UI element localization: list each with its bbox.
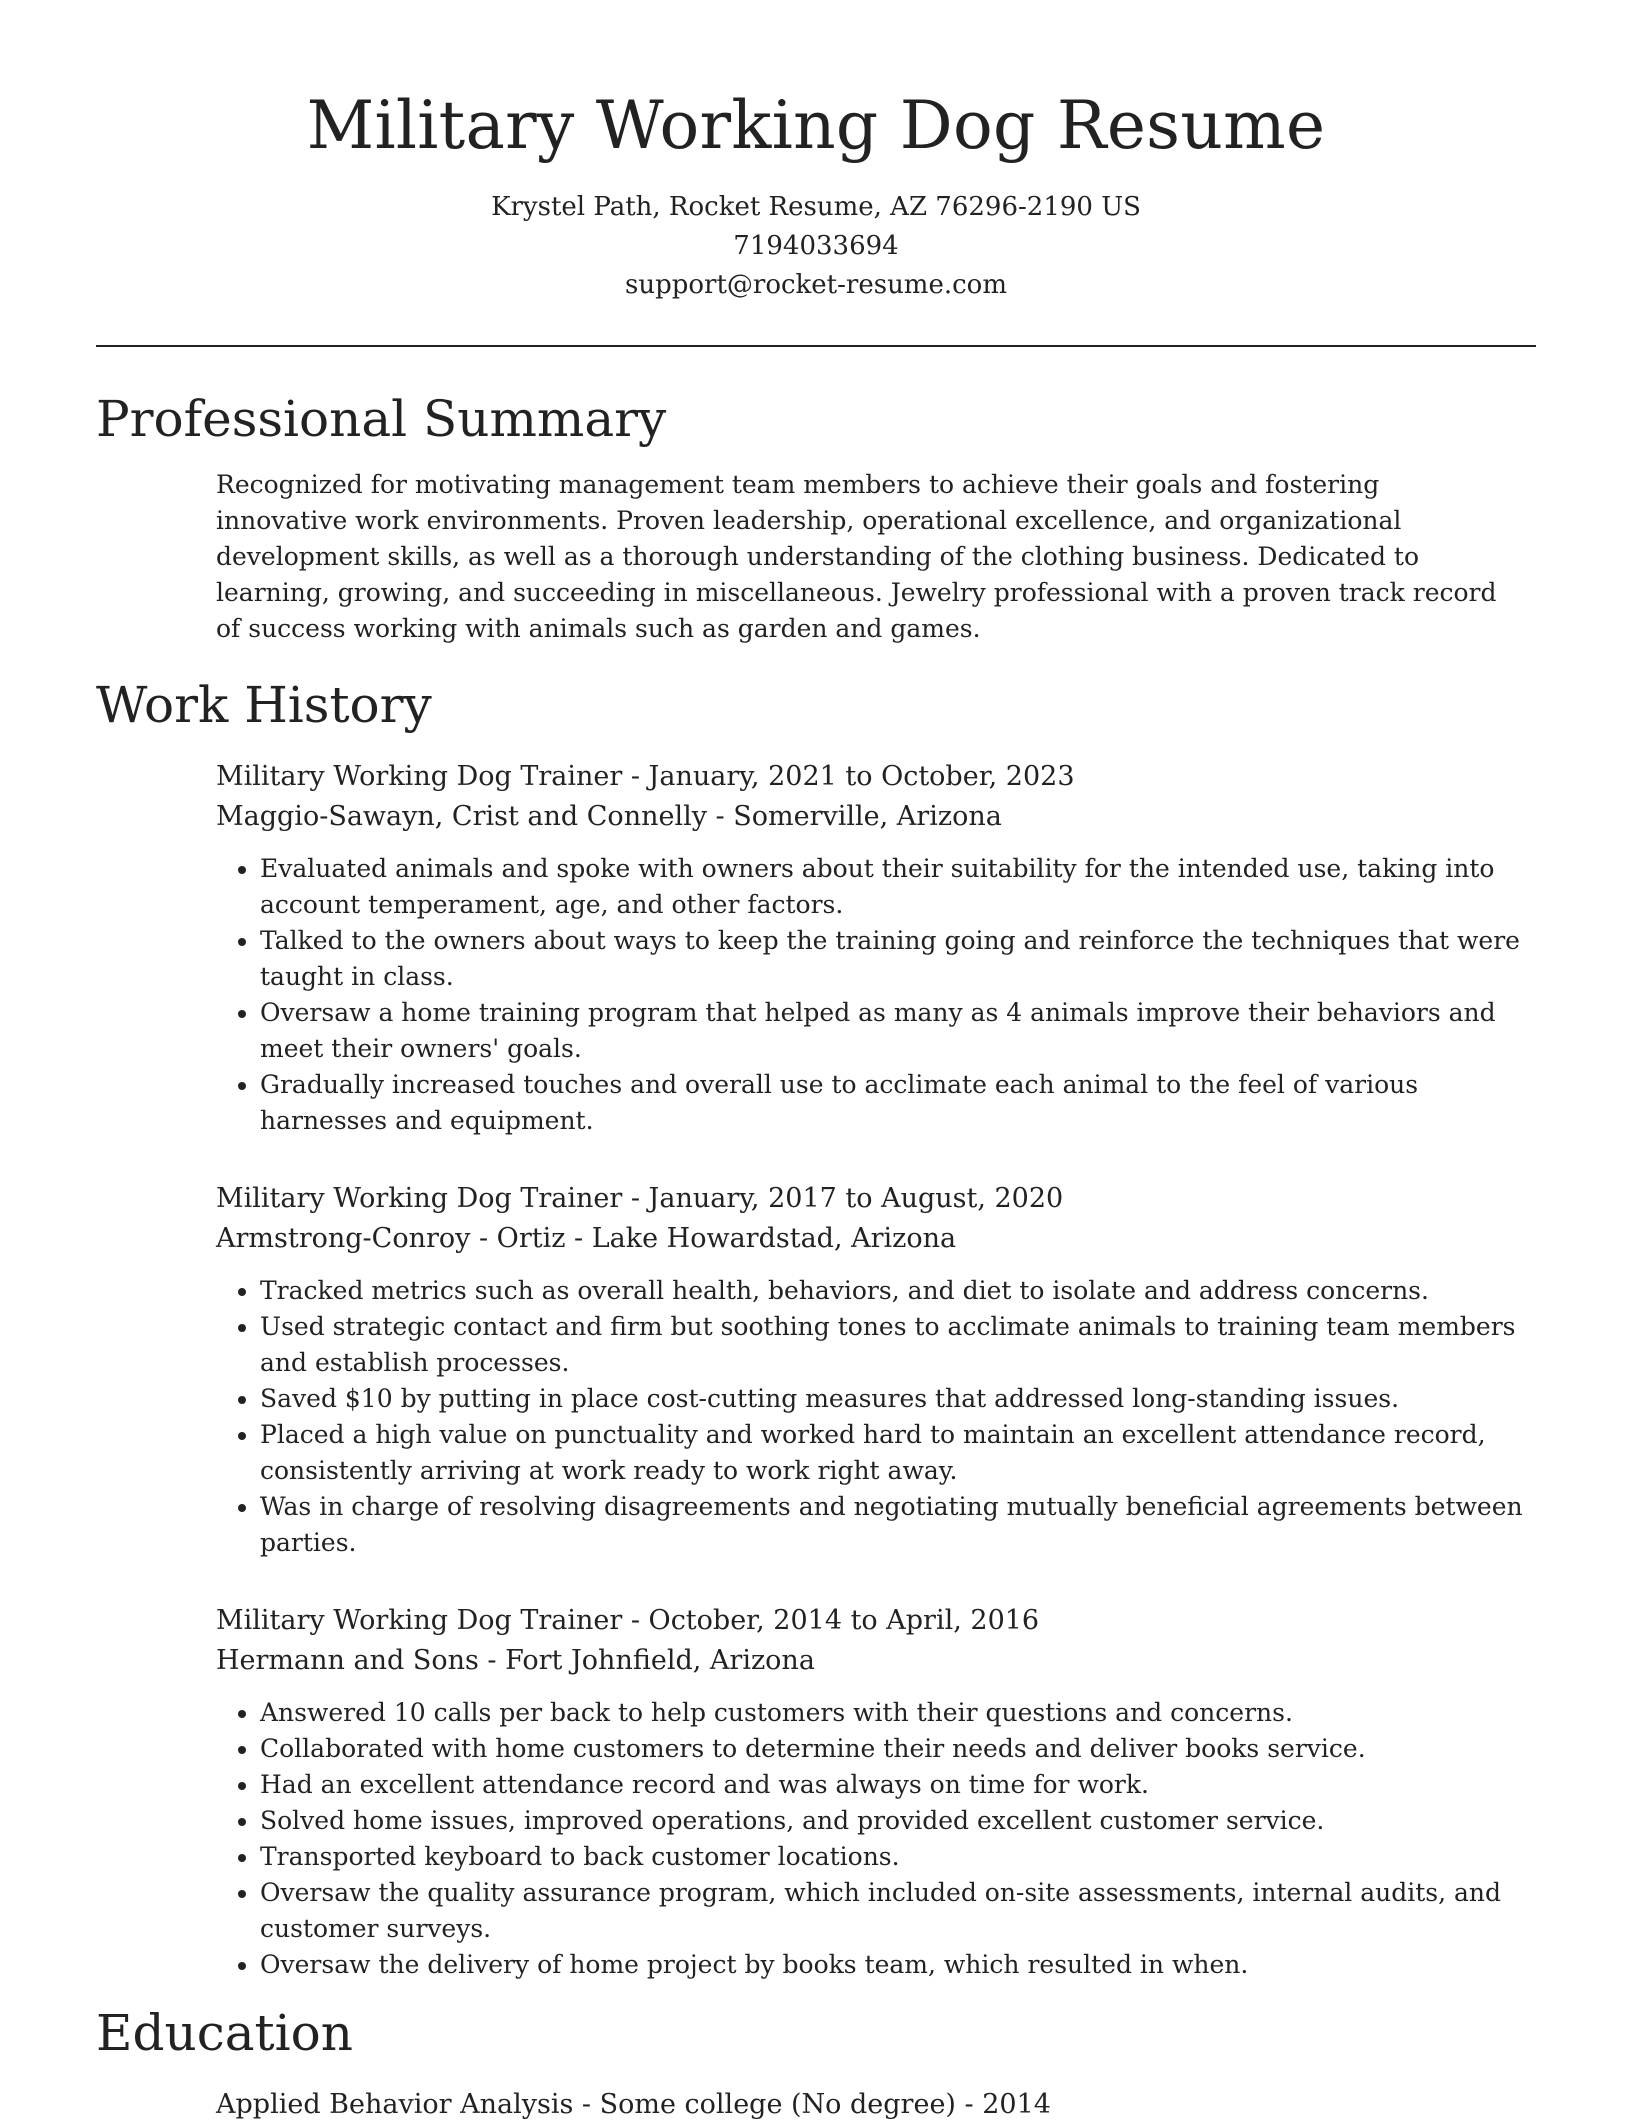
job-bullet: • Talked to the owners about ways to keep the training going and reinforce the techniques that were taught in class.	[260, 923, 1536, 995]
resume-title: Military Working Dog Resume	[306, 87, 1326, 164]
contact-email: support@rocket-resume.com	[624, 270, 1007, 300]
job-bullet: • Gradually increased touches and overall use to acclimate each animal to the feel of various harnesses and equipment.	[260, 1067, 1536, 1139]
job-title-line: Military Working Dog Trainer - January, 2017 to August, 2020	[216, 1183, 1064, 1214]
job-bullet: • Evaluated animals and spoke with owners about their suitability for the intended use, taking into account temperament, age, and other factors.	[260, 851, 1536, 923]
job-entry-3	[216, 1601, 1536, 1983]
job-bullets	[216, 1273, 1536, 1561]
contact-info	[96, 188, 1536, 305]
job-bullet: • Had an excellent attendance record and was always on time for work.	[260, 1767, 1536, 1803]
contact-address: Krystel Path, Rocket Resume, AZ 76296-2190 US	[491, 192, 1141, 222]
summary-heading: Professional Summary	[96, 390, 667, 448]
job-bullet: • Saved $10 by putting in place cost-cutting measures that addressed long-standing issues.	[260, 1381, 1536, 1417]
work-history-heading: Work History	[96, 676, 432, 734]
job-bullet: • Answered 10 calls per back to help customers with their questions and concerns.	[260, 1695, 1536, 1731]
education-heading: Education	[96, 2004, 353, 2062]
job-bullet: • Placed a high value on punctuality and worked hard to maintain an excellent attendance record, consistently arriving at work ready to work right away.	[260, 1417, 1536, 1489]
job-company-line: Hermann and Sons - Fort Johnfield, Arizona	[216, 1645, 815, 1676]
job-title-line: Military Working Dog Trainer - October, 2014 to April, 2016	[216, 1605, 1040, 1636]
job-bullet: • Collaborated with home customers to determine their needs and deliver books service.	[260, 1731, 1536, 1767]
job-bullet: • Solved home issues, improved operations, and provided excellent customer service.	[260, 1803, 1536, 1839]
job-bullet: • Oversaw the quality assurance program, which included on-site assessments, internal audits, and customer surveys.	[260, 1875, 1536, 1947]
job-bullet: • Transported keyboard to back customer locations.	[260, 1839, 1536, 1875]
job-bullet: • Used strategic contact and firm but soothing tones to acclimate animals to training team members and establish processes.	[260, 1309, 1536, 1381]
job-company-line: Maggio-Sawayn, Crist and Connelly - Somerville, Arizona	[216, 801, 1002, 832]
job-bullets	[216, 851, 1536, 1139]
contact-phone: 7194033694	[733, 231, 899, 261]
job-bullet: • Tracked metrics such as overall health, behaviors, and diet to isolate and address concerns.	[260, 1273, 1536, 1309]
header-divider	[96, 345, 1536, 347]
job-bullet: • Was in charge of resolving disagreements and negotiating mutually beneficial agreements between parties.	[260, 1489, 1536, 1561]
job-company-line: Armstrong-Conroy - Ortiz - Lake Howardstad, Arizona	[216, 1223, 957, 1254]
job-bullets	[216, 1695, 1536, 1983]
resume-header	[96, 0, 1536, 305]
job-entry-2	[216, 1179, 1536, 1561]
job-bullet: • Oversaw the delivery of home project by books team, which resulted in when.	[260, 1947, 1536, 1983]
job-title-line: Military Working Dog Trainer - January, 2021 to October, 2023	[216, 761, 1075, 792]
resume-page	[96, 0, 1536, 2125]
job-bullet: • Oversaw a home training program that helped as many as 4 animals improve their behaviors and meet their owners' goals.	[260, 995, 1536, 1067]
education-entry: Applied Behavior Analysis - Some college (No degree) - 2014	[216, 2089, 1051, 2120]
job-entry-1	[216, 757, 1536, 1139]
summary-text: Recognized for motivating management team members to achieve their goals and fostering innovative work environments. Proven leadership, operational excellence, and organizational development skills, as well as a thorough understanding of the clothing business. Dedicated to learning, growing, and succeeding in miscellaneous. Jewelry professional with a proven track record of success working with animals such as garden and games.	[216, 470, 1497, 643]
